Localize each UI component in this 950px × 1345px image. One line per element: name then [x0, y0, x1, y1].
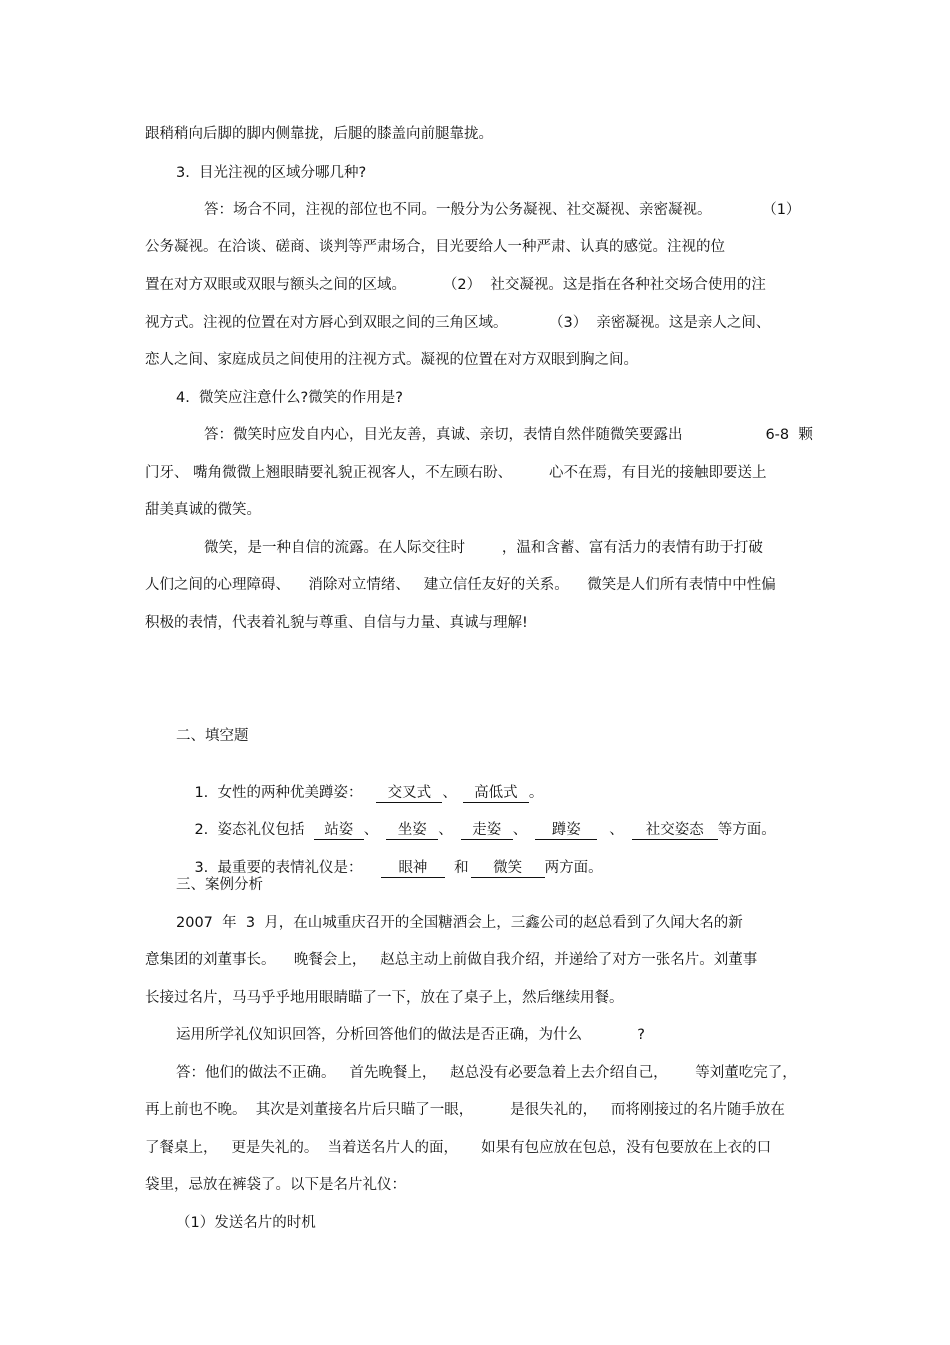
separator: 、: [442, 785, 457, 801]
answer-line: 人们之间的心理障碍、 消除对立情绪、 建立信任友好的关系。 微笑是人们所有表情中中性偏: [145, 577, 776, 593]
answer-blank: 微笑: [471, 859, 545, 878]
answer-blank: 高低式: [463, 784, 529, 803]
answer-line: 答：微笑时应发自内心，目光友善，真诚、亲切，表情自然伴随微笑要露出 6-8 颗: [204, 427, 813, 443]
answer-blank: 坐姿: [386, 821, 438, 840]
answer-blank: 站姿: [314, 821, 364, 840]
answer-line: 视方式。注视的位置在对方唇心到双眼之间的三角区域。 （3） 亲密凝视。这是亲人之间、: [145, 315, 771, 331]
separator: 、: [512, 822, 528, 838]
text-line: 跟稍稍向后脚的脚内侧靠拢，后腿的膝盖向前腿靠拢。: [145, 126, 493, 142]
question-text: 和: [444, 860, 469, 876]
case-answer: 答：他们的做法不正确。 首先晚餐上， 赵总没有必要急着上去介绍自己， 等刘董吃完了，: [176, 1065, 797, 1081]
answer-line: 微笑，是一种自信的流露。在人际交往时 ，温和含蓄、富有活力的表情有助于打破: [204, 540, 763, 556]
answer-line: 恋人之间、家庭成员之间使用的注视方式。凝视的位置在对方双眼到胸之间。: [145, 352, 638, 368]
answer-blank: 蹲姿: [535, 821, 597, 840]
answer-line: 积极的表情，代表着礼貌与尊重、自信与力量、真诚与理解!: [145, 615, 528, 631]
answer-line: 甜美真诚的微笑。: [145, 502, 261, 518]
question-text: 1. 女性的两种优美蹲姿：: [194, 785, 377, 801]
separator: 、: [363, 822, 379, 838]
case-answer: 了餐桌上， 更是失礼的。 当着送名片人的面， 如果有包应放在包总，没有包要放在上衣的口: [145, 1140, 772, 1156]
question-4: 4. 微笑应注意什么?微笑的作用是?: [176, 390, 403, 406]
fill-question-1: [176, 763, 544, 801]
answer-blank: 走姿: [461, 821, 513, 840]
question-3: 3. 目光注视的区域分哪几种?: [176, 165, 367, 181]
answer-blank: 眼神: [381, 859, 445, 878]
case-line: 长接过名片，马马乎乎地用眼睛瞄了一下，放在了桌子上，然后继续用餐。: [145, 990, 624, 1006]
separator: 、: [438, 822, 453, 838]
case-answer: 袋里，忌放在裤袋了。以下是名片礼仪：: [145, 1177, 406, 1193]
answer-blank: 交叉式: [376, 784, 442, 803]
separator: 、: [609, 822, 624, 838]
case-line: 意集团的刘董事长。 晚餐会上， 赵总主动上前做自我介绍，并递给了对方一张名片。刘董事: [145, 952, 758, 968]
question-text: 2. 姿态礼仪包括: [194, 822, 314, 838]
question-text: 等方面。: [717, 822, 776, 838]
subheading: （1）发送名片的时机: [176, 1215, 316, 1231]
fill-question-2: [176, 800, 776, 838]
answer-line: 门牙、 嘴角微微上翘眼睛要礼貌正视客人，不左顾右盼、 心不在焉，有目光的接触即要送上: [145, 465, 767, 481]
question-text: 两方面。: [544, 860, 603, 876]
section-heading-fill-blank: 二、填空题: [176, 728, 249, 744]
section-heading-case-analysis: 三、案例分析: [176, 877, 263, 893]
case-answer: 再上前也不晚。 其次是刘董接名片后只瞄了一眼， 是很失礼的， 而将刚接过的名片随手放在: [145, 1102, 785, 1118]
separator: 。: [528, 785, 544, 801]
question-text: 3. 最重要的表情礼仪是：: [194, 860, 381, 876]
answer-line: 公务凝视。在洽谈、磋商、谈判等严肃场合，目光要给人一种严肃、认真的感觉。注视的位: [145, 239, 725, 255]
answer-blank: 社交姿态: [632, 821, 718, 840]
fill-question-3: [176, 838, 603, 876]
case-line: 2007 年 3 月，在山城重庆召开的全国糖酒会上，三鑫公司的赵总看到了久闻大名的新: [176, 915, 743, 931]
answer-line: 答：场合不同，注视的部位也不同。一般分为公务凝视、社交凝视、亲密凝视。 （1）: [204, 202, 801, 218]
case-question: 运用所学礼仪知识回答，分析回答他们的做法是否正确，为什么 ?: [176, 1027, 646, 1043]
answer-line: 置在对方双眼或双眼与额头之间的区域。 （2） 社交凝视。这是指在各种社交场合使用的注: [145, 277, 766, 293]
